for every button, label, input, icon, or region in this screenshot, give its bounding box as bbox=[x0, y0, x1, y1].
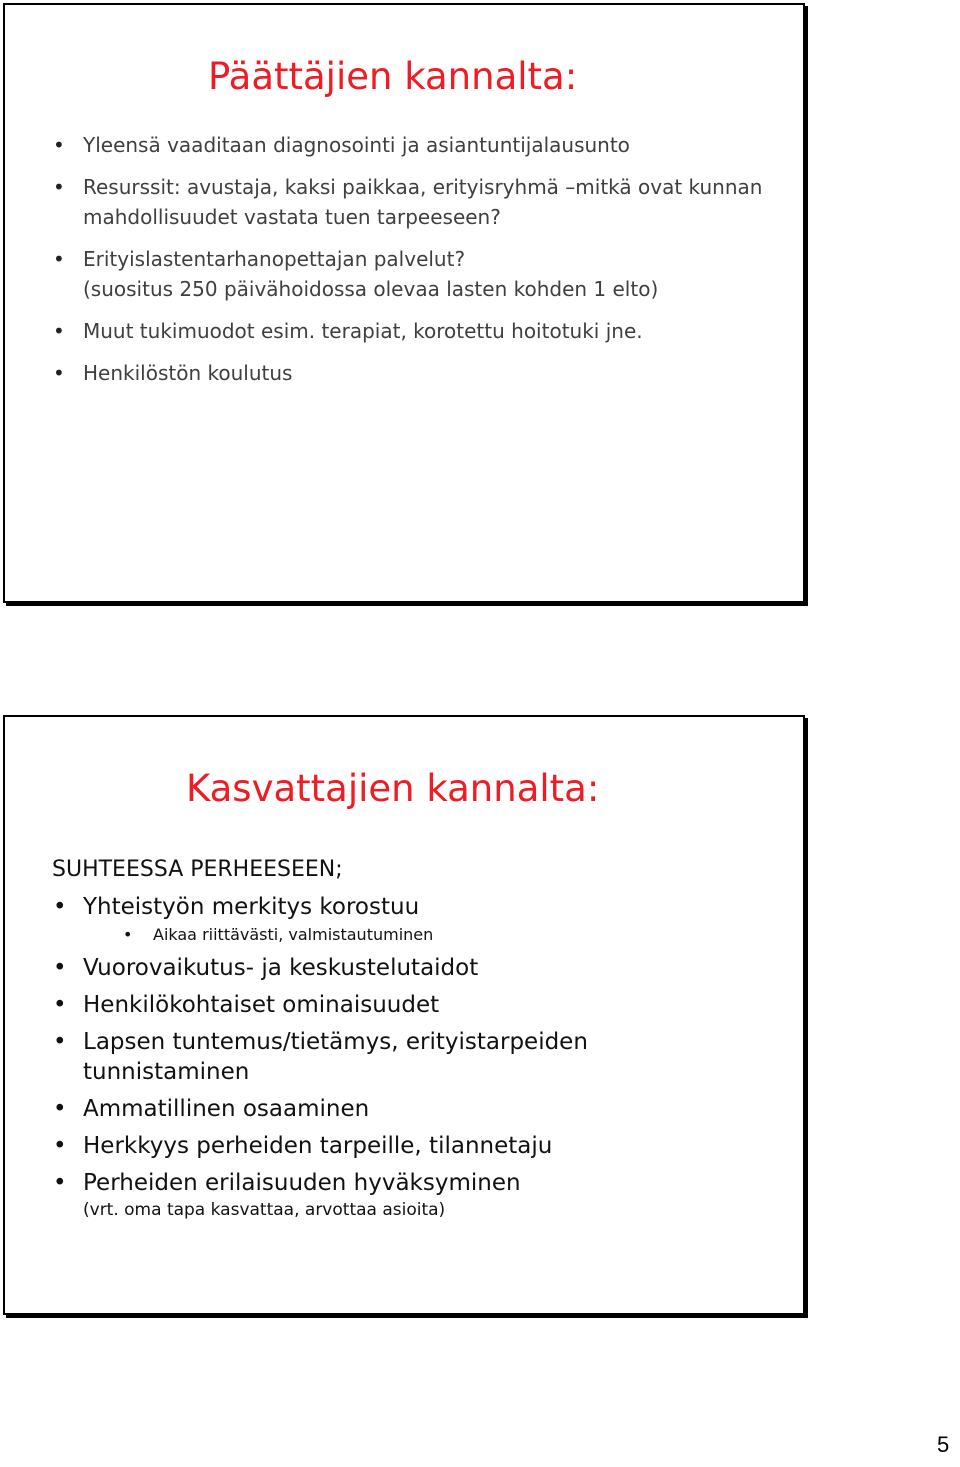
slide-2-subheader: SUHTEESSA PERHEESEEN; bbox=[52, 857, 343, 882]
slide-1-title: Päättäjien kannalta: bbox=[208, 55, 578, 98]
list-item: • Vuorovaikutus- ja keskustelutaidot bbox=[53, 955, 479, 981]
list-item: • Erityislastentarhanopettajan palvelut? bbox=[53, 244, 783, 274]
slide-1 bbox=[3, 3, 805, 603]
bullet-icon: • bbox=[123, 925, 133, 944]
bullet-icon: • bbox=[53, 247, 65, 271]
sub-list-item: • Aikaa riittävästi, valmistautuminen bbox=[123, 925, 434, 944]
bullet-icon: • bbox=[53, 175, 65, 199]
list-item: • Henkilökohtaiset ominaisuudet bbox=[53, 992, 440, 1018]
bullet-icon: • bbox=[53, 361, 65, 385]
list-item: • Yleensä vaaditaan diagnosointi ja asiantuntijalausunto bbox=[53, 130, 783, 160]
list-item: • Ammatillinen osaaminen bbox=[53, 1096, 370, 1122]
bullet-icon: • bbox=[53, 319, 65, 343]
page-number: 5 bbox=[937, 1432, 950, 1457]
list-item-continuation: (suositus 250 päivähoidossa olevaa lasten kohden 1 elto) bbox=[83, 277, 659, 301]
list-item: • Resurssit: avustaja, kaksi paikkaa, erityisryhmä –mitkä ovat kunnan mahdollisuudet vastata tuen tarpeeseen? bbox=[53, 172, 783, 232]
list-item-note: (vrt. oma tapa kasvattaa, arvottaa asioita) bbox=[83, 1200, 446, 1220]
list-item: • Perheiden erilaisuuden hyväksyminen bbox=[53, 1170, 521, 1196]
bullet-icon: • bbox=[53, 1096, 67, 1122]
bullet-icon: • bbox=[53, 133, 65, 157]
bullet-icon: • bbox=[53, 1029, 67, 1055]
bullet-icon: • bbox=[53, 894, 67, 920]
list-item: • Herkkyys perheiden tarpeille, tilannetaju bbox=[53, 1133, 553, 1159]
bullet-icon: • bbox=[53, 1170, 67, 1196]
bullet-icon: • bbox=[53, 992, 67, 1018]
bullet-icon: • bbox=[53, 955, 67, 981]
list-item: • Lapsen tuntemus/tietämys, erityistarpeiden tunnistaminen bbox=[53, 1029, 588, 1085]
slide-1-bullet-list bbox=[53, 130, 783, 400]
list-item: • Henkilöstön koulutus bbox=[53, 358, 783, 388]
list-item: • Yhteistyön merkitys korostuu bbox=[53, 894, 420, 920]
slide-2 bbox=[3, 715, 805, 1315]
slide-2-title: Kasvattajien kannalta: bbox=[186, 767, 600, 810]
bullet-icon: • bbox=[53, 1133, 67, 1159]
list-item: • Muut tukimuodot esim. terapiat, korotettu hoitotuki jne. bbox=[53, 316, 783, 346]
slide-2-bullet-list bbox=[53, 892, 683, 1228]
